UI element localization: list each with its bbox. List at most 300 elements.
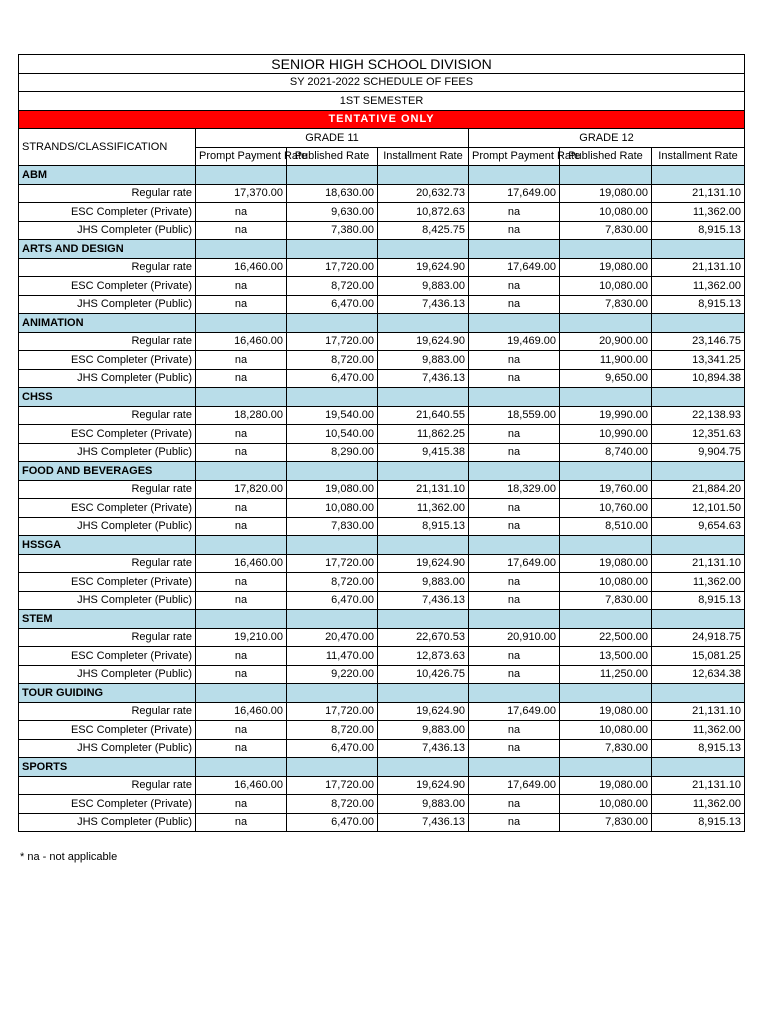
g11-published-cell: 6,470.00 [287, 591, 378, 610]
g12-published-cell: 11,900.00 [560, 351, 652, 370]
section-fill-cell [196, 610, 287, 629]
rate-type-label: JHS Completer (Public) [19, 813, 196, 832]
rate-type-label: Regular rate [19, 702, 196, 721]
g12-published-cell: 7,830.00 [560, 295, 652, 314]
semester-label: 1ST SEMESTER [19, 92, 745, 111]
g12-installment-cell: 21,131.10 [652, 258, 745, 277]
g12-installment-cell: 21,131.10 [652, 776, 745, 795]
section-fill-cell [652, 462, 745, 481]
g11-published-cell: 18,630.00 [287, 184, 378, 203]
g12-installment-cell: 24,918.75 [652, 628, 745, 647]
g12-prompt-cell: na [469, 591, 560, 610]
g11-prompt-cell: na [196, 647, 287, 666]
section-fill-cell [469, 462, 560, 481]
g11-installment-cell: 7,436.13 [378, 295, 469, 314]
table-row [19, 573, 745, 592]
g12-prompt-cell: na [469, 517, 560, 536]
g12-prompt-cell: 19,469.00 [469, 332, 560, 351]
section-fill-cell [560, 240, 652, 259]
g12-installment-cell: 11,362.00 [652, 203, 745, 222]
section-row [19, 610, 745, 629]
rate-type-label: JHS Completer (Public) [19, 443, 196, 462]
g11-installment-cell: 19,624.90 [378, 258, 469, 277]
section-name: TOUR GUIDING [19, 684, 196, 703]
section-row [19, 536, 745, 555]
g11-installment-cell: 22,670.53 [378, 628, 469, 647]
section-name: FOOD AND BEVERAGES [19, 462, 196, 481]
g11-prompt-cell: 19,210.00 [196, 628, 287, 647]
rate-type-label: JHS Completer (Public) [19, 665, 196, 684]
g11-installment-cell: 9,883.00 [378, 573, 469, 592]
g11-published-cell: 20,470.00 [287, 628, 378, 647]
grade-12-header: GRADE 12 [469, 129, 745, 148]
g12-prompt-cell: na [469, 425, 560, 444]
g12-prompt-header: Prompt Payment Rate [469, 147, 560, 166]
g11-published-cell: 8,720.00 [287, 351, 378, 370]
section-fill-cell [378, 240, 469, 259]
g12-installment-cell: 21,884.20 [652, 480, 745, 499]
g12-published-cell: 10,080.00 [560, 573, 652, 592]
g12-published-cell: 19,990.00 [560, 406, 652, 425]
g12-published-cell: 10,990.00 [560, 425, 652, 444]
section-fill-cell [652, 314, 745, 333]
g11-published-cell: 19,080.00 [287, 480, 378, 499]
section-fill-cell [287, 758, 378, 777]
g12-prompt-cell: na [469, 739, 560, 758]
g11-installment-cell: 19,624.90 [378, 332, 469, 351]
g11-prompt-cell: 16,460.00 [196, 332, 287, 351]
g11-published-cell: 7,830.00 [287, 517, 378, 536]
g11-installment-cell: 9,415.38 [378, 443, 469, 462]
table-row [19, 443, 745, 462]
g12-published-cell: 10,760.00 [560, 499, 652, 518]
g12-prompt-cell: 17,649.00 [469, 258, 560, 277]
g11-prompt-cell: na [196, 665, 287, 684]
table-row [19, 702, 745, 721]
g11-prompt-cell: na [196, 721, 287, 740]
rate-type-label: JHS Completer (Public) [19, 369, 196, 388]
g11-installment-cell: 7,436.13 [378, 591, 469, 610]
g12-published-header: Published Rate [560, 147, 652, 166]
g12-prompt-cell: 17,649.00 [469, 702, 560, 721]
g12-published-cell: 20,900.00 [560, 332, 652, 351]
g12-published-cell: 19,080.00 [560, 554, 652, 573]
g12-prompt-cell: na [469, 221, 560, 240]
g11-prompt-cell: na [196, 739, 287, 758]
g11-installment-cell: 7,436.13 [378, 813, 469, 832]
table-row [19, 517, 745, 536]
document-subtitle: SY 2021-2022 SCHEDULE OF FEES [19, 73, 745, 92]
table-row [19, 406, 745, 425]
g12-installment-cell: 11,362.00 [652, 795, 745, 814]
g11-installment-cell: 12,873.63 [378, 647, 469, 666]
g12-published-cell: 19,080.00 [560, 258, 652, 277]
rate-type-label: ESC Completer (Private) [19, 721, 196, 740]
g11-installment-cell: 9,883.00 [378, 277, 469, 296]
g11-published-cell: 17,720.00 [287, 332, 378, 351]
g11-published-cell: 17,720.00 [287, 776, 378, 795]
section-fill-cell [560, 610, 652, 629]
section-fill-cell [196, 388, 287, 407]
g12-installment-cell: 21,131.10 [652, 702, 745, 721]
g12-installment-cell: 21,131.10 [652, 184, 745, 203]
section-fill-cell [196, 758, 287, 777]
section-fill-cell [560, 166, 652, 185]
g12-published-cell: 22,500.00 [560, 628, 652, 647]
section-row [19, 388, 745, 407]
g11-prompt-cell: 17,820.00 [196, 480, 287, 499]
g11-prompt-cell: na [196, 517, 287, 536]
rate-type-label: JHS Completer (Public) [19, 221, 196, 240]
g11-published-cell: 6,470.00 [287, 739, 378, 758]
section-fill-cell [287, 684, 378, 703]
g12-prompt-cell: na [469, 369, 560, 388]
g12-installment-cell: 23,146.75 [652, 332, 745, 351]
g12-installment-cell: 9,904.75 [652, 443, 745, 462]
g11-published-cell: 8,720.00 [287, 795, 378, 814]
table-row [19, 277, 745, 296]
g11-installment-cell: 8,915.13 [378, 517, 469, 536]
section-fill-cell [196, 314, 287, 333]
table-row [19, 776, 745, 795]
g11-published-cell: 11,470.00 [287, 647, 378, 666]
g11-prompt-header: Prompt Payment Rate [196, 147, 287, 166]
section-fill-cell [287, 462, 378, 481]
table-row [19, 203, 745, 222]
g11-installment-cell: 7,436.13 [378, 369, 469, 388]
rate-type-label: ESC Completer (Private) [19, 351, 196, 370]
g12-published-cell: 8,510.00 [560, 517, 652, 536]
grade-11-header: GRADE 11 [196, 129, 469, 148]
rate-type-label: ESC Completer (Private) [19, 573, 196, 592]
table-row [19, 628, 745, 647]
section-fill-cell [378, 536, 469, 555]
g12-installment-cell: 11,362.00 [652, 277, 745, 296]
section-fill-cell [560, 758, 652, 777]
section-fill-cell [652, 758, 745, 777]
g12-installment-cell: 12,634.38 [652, 665, 745, 684]
section-fill-cell [196, 462, 287, 481]
g12-installment-cell: 11,362.00 [652, 573, 745, 592]
table-row [19, 480, 745, 499]
table-row [19, 739, 745, 758]
rate-type-label: ESC Completer (Private) [19, 647, 196, 666]
g11-prompt-cell: na [196, 351, 287, 370]
g12-prompt-cell: na [469, 351, 560, 370]
table-row [19, 665, 745, 684]
g11-prompt-cell: na [196, 221, 287, 240]
rate-type-label: ESC Completer (Private) [19, 425, 196, 444]
g11-installment-cell: 19,624.90 [378, 776, 469, 795]
g12-published-cell: 19,080.00 [560, 184, 652, 203]
section-fill-cell [378, 758, 469, 777]
table-row [19, 369, 745, 388]
g11-prompt-cell: 16,460.00 [196, 776, 287, 795]
section-fill-cell [196, 684, 287, 703]
g12-prompt-cell: 17,649.00 [469, 184, 560, 203]
section-fill-cell [469, 314, 560, 333]
rate-type-label: Regular rate [19, 776, 196, 795]
g11-prompt-cell: 17,370.00 [196, 184, 287, 203]
g11-installment-cell: 9,883.00 [378, 721, 469, 740]
table-row [19, 813, 745, 832]
g12-prompt-cell: na [469, 203, 560, 222]
g11-installment-cell: 9,883.00 [378, 351, 469, 370]
section-fill-cell [652, 684, 745, 703]
g11-prompt-cell: 16,460.00 [196, 258, 287, 277]
section-row [19, 166, 745, 185]
section-name: ANIMATION [19, 314, 196, 333]
g12-installment-header: Installment Rate [652, 147, 745, 166]
section-fill-cell [378, 166, 469, 185]
table-row [19, 499, 745, 518]
g12-installment-cell: 12,101.50 [652, 499, 745, 518]
g11-prompt-cell: na [196, 443, 287, 462]
rate-type-label: Regular rate [19, 184, 196, 203]
g11-published-cell: 6,470.00 [287, 295, 378, 314]
table-row [19, 647, 745, 666]
section-fill-cell [287, 314, 378, 333]
section-fill-cell [469, 684, 560, 703]
g12-installment-cell: 8,915.13 [652, 739, 745, 758]
rate-type-label: ESC Completer (Private) [19, 795, 196, 814]
g11-published-cell: 10,540.00 [287, 425, 378, 444]
g12-installment-cell: 10,894.38 [652, 369, 745, 388]
section-fill-cell [196, 536, 287, 555]
section-name: ARTS AND DESIGN [19, 240, 196, 259]
g12-published-cell: 8,740.00 [560, 443, 652, 462]
g12-prompt-cell: na [469, 647, 560, 666]
rate-type-label: Regular rate [19, 332, 196, 351]
g11-prompt-cell: na [196, 591, 287, 610]
g12-published-cell: 7,830.00 [560, 591, 652, 610]
rate-type-label: Regular rate [19, 554, 196, 573]
g11-published-cell: 7,380.00 [287, 221, 378, 240]
g11-published-header: Published Rate [287, 147, 378, 166]
rate-type-label: JHS Completer (Public) [19, 591, 196, 610]
section-fill-cell [560, 388, 652, 407]
g12-prompt-cell: na [469, 795, 560, 814]
g12-prompt-cell: na [469, 443, 560, 462]
g11-published-cell: 8,720.00 [287, 721, 378, 740]
g12-prompt-cell: 17,649.00 [469, 554, 560, 573]
g11-prompt-cell: na [196, 795, 287, 814]
g11-published-cell: 8,290.00 [287, 443, 378, 462]
section-fill-cell [287, 240, 378, 259]
g12-published-cell: 7,830.00 [560, 813, 652, 832]
g12-prompt-cell: na [469, 499, 560, 518]
section-fill-cell [469, 610, 560, 629]
table-row [19, 351, 745, 370]
section-fill-cell [469, 166, 560, 185]
g11-published-cell: 17,720.00 [287, 554, 378, 573]
g12-published-cell: 19,080.00 [560, 776, 652, 795]
section-fill-cell [378, 462, 469, 481]
section-fill-cell [196, 240, 287, 259]
g11-installment-cell: 9,883.00 [378, 795, 469, 814]
g11-installment-header: Installment Rate [378, 147, 469, 166]
g11-installment-cell: 10,872.63 [378, 203, 469, 222]
rate-type-label: JHS Completer (Public) [19, 295, 196, 314]
g12-installment-cell: 9,654.63 [652, 517, 745, 536]
table-row [19, 295, 745, 314]
g11-prompt-cell: 16,460.00 [196, 702, 287, 721]
section-fill-cell [469, 388, 560, 407]
g11-published-cell: 6,470.00 [287, 813, 378, 832]
section-row [19, 758, 745, 777]
section-fill-cell [469, 758, 560, 777]
g11-prompt-cell: na [196, 425, 287, 444]
g11-published-cell: 10,080.00 [287, 499, 378, 518]
section-fill-cell [652, 166, 745, 185]
table-row [19, 795, 745, 814]
section-fill-cell [378, 388, 469, 407]
section-name: ABM [19, 166, 196, 185]
section-fill-cell [287, 536, 378, 555]
g12-installment-cell: 8,915.13 [652, 591, 745, 610]
g11-prompt-cell: 18,280.00 [196, 406, 287, 425]
table-row [19, 554, 745, 573]
g12-installment-cell: 21,131.10 [652, 554, 745, 573]
g12-published-cell: 10,080.00 [560, 277, 652, 296]
g11-installment-cell: 19,624.90 [378, 702, 469, 721]
g12-prompt-cell: 18,329.00 [469, 480, 560, 499]
rate-type-label: ESC Completer (Private) [19, 203, 196, 222]
g12-prompt-cell: na [469, 295, 560, 314]
section-fill-cell [560, 314, 652, 333]
table-row [19, 332, 745, 351]
rate-type-label: ESC Completer (Private) [19, 499, 196, 518]
g11-published-cell: 17,720.00 [287, 258, 378, 277]
table-row [19, 184, 745, 203]
table-row [19, 258, 745, 277]
rate-type-label: JHS Completer (Public) [19, 517, 196, 536]
section-name: SPORTS [19, 758, 196, 777]
g12-published-cell: 10,080.00 [560, 795, 652, 814]
g12-prompt-cell: 18,559.00 [469, 406, 560, 425]
document-title: SENIOR HIGH SCHOOL DIVISION [19, 55, 745, 74]
g12-installment-cell: 11,362.00 [652, 721, 745, 740]
g11-published-cell: 9,630.00 [287, 203, 378, 222]
g12-published-cell: 10,080.00 [560, 721, 652, 740]
g12-prompt-cell: na [469, 277, 560, 296]
g11-prompt-cell: na [196, 573, 287, 592]
section-fill-cell [652, 388, 745, 407]
section-fill-cell [287, 388, 378, 407]
g11-prompt-cell: na [196, 295, 287, 314]
tentative-notice: TENTATIVE ONLY [19, 110, 745, 129]
g11-installment-cell: 21,131.10 [378, 480, 469, 499]
g11-installment-cell: 19,624.90 [378, 554, 469, 573]
g12-installment-cell: 22,138.93 [652, 406, 745, 425]
section-fill-cell [196, 166, 287, 185]
g11-prompt-cell: na [196, 203, 287, 222]
section-fill-cell [287, 610, 378, 629]
rate-type-label: Regular rate [19, 258, 196, 277]
g12-prompt-cell: 17,649.00 [469, 776, 560, 795]
g12-installment-cell: 12,351.63 [652, 425, 745, 444]
g12-installment-cell: 15,081.25 [652, 647, 745, 666]
g11-published-cell: 19,540.00 [287, 406, 378, 425]
g12-prompt-cell: na [469, 665, 560, 684]
g11-installment-cell: 11,862.25 [378, 425, 469, 444]
rate-type-label: ESC Completer (Private) [19, 277, 196, 296]
strand-column-header: STRANDS/CLASSIFICATION [19, 129, 196, 166]
g12-published-cell: 13,500.00 [560, 647, 652, 666]
section-fill-cell [560, 536, 652, 555]
section-name: CHSS [19, 388, 196, 407]
g12-installment-cell: 13,341.25 [652, 351, 745, 370]
section-fill-cell [652, 536, 745, 555]
g12-published-cell: 9,650.00 [560, 369, 652, 388]
section-fill-cell [652, 240, 745, 259]
section-fill-cell [560, 462, 652, 481]
section-row [19, 240, 745, 259]
table-row [19, 221, 745, 240]
g12-published-cell: 19,760.00 [560, 480, 652, 499]
g12-published-cell: 7,830.00 [560, 221, 652, 240]
section-fill-cell [287, 166, 378, 185]
section-row [19, 462, 745, 481]
g12-installment-cell: 8,915.13 [652, 295, 745, 314]
g12-published-cell: 11,250.00 [560, 665, 652, 684]
section-fill-cell [378, 610, 469, 629]
rate-type-label: Regular rate [19, 480, 196, 499]
fee-schedule-table [18, 54, 745, 832]
g11-prompt-cell: na [196, 277, 287, 296]
table-row [19, 591, 745, 610]
g11-prompt-cell: na [196, 369, 287, 388]
g11-published-cell: 6,470.00 [287, 369, 378, 388]
section-fill-cell [378, 314, 469, 333]
g11-installment-cell: 8,425.75 [378, 221, 469, 240]
section-name: STEM [19, 610, 196, 629]
g11-prompt-cell: na [196, 813, 287, 832]
g12-published-cell: 7,830.00 [560, 739, 652, 758]
g12-prompt-cell: na [469, 813, 560, 832]
g12-installment-cell: 8,915.13 [652, 221, 745, 240]
g12-installment-cell: 8,915.13 [652, 813, 745, 832]
g11-installment-cell: 10,426.75 [378, 665, 469, 684]
g11-installment-cell: 7,436.13 [378, 739, 469, 758]
g11-prompt-cell: 16,460.00 [196, 554, 287, 573]
table-row [19, 425, 745, 444]
g11-installment-cell: 20,632.73 [378, 184, 469, 203]
g11-published-cell: 9,220.00 [287, 665, 378, 684]
g12-prompt-cell: na [469, 721, 560, 740]
g11-published-cell: 8,720.00 [287, 277, 378, 296]
section-fill-cell [378, 684, 469, 703]
g11-installment-cell: 21,640.55 [378, 406, 469, 425]
section-row [19, 684, 745, 703]
footnote: * na - not applicable [20, 851, 118, 863]
section-fill-cell [560, 684, 652, 703]
g12-prompt-cell: na [469, 573, 560, 592]
g11-published-cell: 8,720.00 [287, 573, 378, 592]
g12-published-cell: 10,080.00 [560, 203, 652, 222]
section-fill-cell [652, 610, 745, 629]
g12-prompt-cell: 20,910.00 [469, 628, 560, 647]
section-name: HSSGA [19, 536, 196, 555]
rate-type-label: Regular rate [19, 406, 196, 425]
section-fill-cell [469, 536, 560, 555]
rate-type-label: Regular rate [19, 628, 196, 647]
section-fill-cell [469, 240, 560, 259]
section-row [19, 314, 745, 333]
g11-installment-cell: 11,362.00 [378, 499, 469, 518]
g11-prompt-cell: na [196, 499, 287, 518]
table-row [19, 721, 745, 740]
